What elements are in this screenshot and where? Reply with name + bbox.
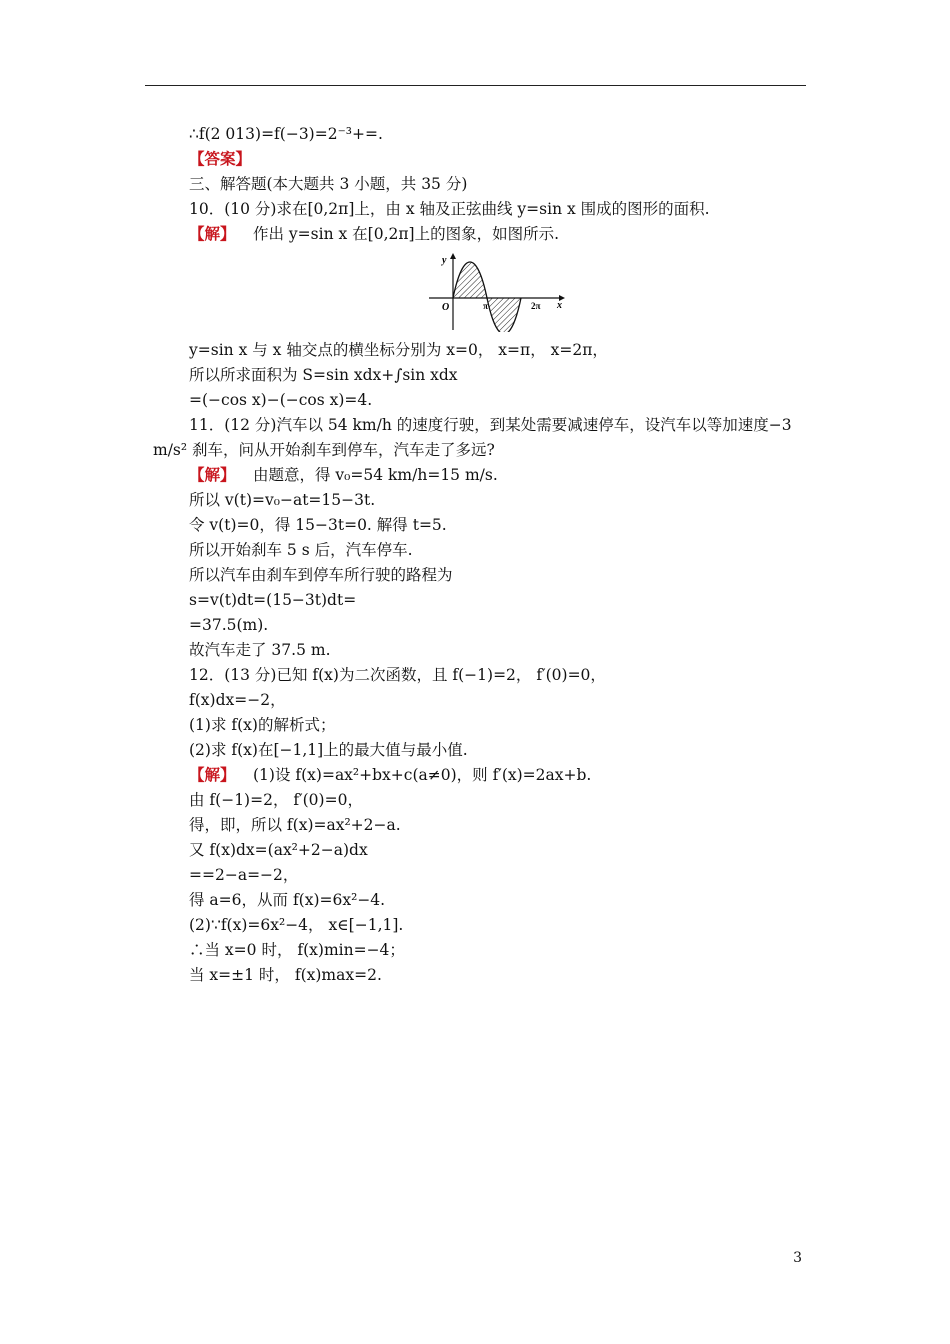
- line-19: =37.5(m).: [189, 616, 269, 634]
- line-22: f(x)dx=−2，: [189, 691, 286, 709]
- line-33: ∴当 x=0 时， f(x)min=−4；: [189, 941, 405, 959]
- problem-11-cont: m/s² 刹车，问从开始刹车到停车，汽车走了多远?: [153, 441, 495, 459]
- line-28: 得，即，所以 f(x)=ax²+2−a.: [189, 816, 401, 834]
- line-26: (1)设 f(x)=ax²+bx+c(a≠0)，则 f′(x)=2ax+b.: [253, 766, 592, 784]
- line-9: =(−cos x)−(−cos x)=4.: [189, 391, 373, 409]
- solution-label: 【解】: [189, 765, 236, 784]
- line-14: 所以 v(t)=v₀−at=15−3t.: [189, 491, 376, 509]
- two-pi-label: 2π: [531, 301, 541, 311]
- line-30: ==2−a=−2，: [189, 866, 299, 884]
- line-18: s=v(t)dt=(15−3t)dt=: [189, 591, 357, 609]
- solution-label: 【解】: [189, 465, 236, 484]
- pi-label: π: [483, 301, 488, 311]
- line-32: (2)∵f(x)=6x²−4， x∈[−1,1].: [189, 916, 404, 934]
- header-rule: [145, 85, 806, 86]
- line-13: 由题意，得 v₀=54 km/h=15 m/s.: [253, 466, 498, 484]
- line-1: ∴f(2 013)=f(−3)=2⁻³+=.: [189, 125, 383, 143]
- x-axis-label: x: [557, 300, 562, 311]
- answer-label: 【答案】: [189, 149, 252, 168]
- problem-11: 11．(12 分)汽车以 54 km/h 的速度行驶，到某处需要减速停车，设汽车以等加速度−3: [189, 416, 792, 434]
- line-27: 由 f(−1)=2， f′(0)=0，: [189, 791, 363, 809]
- page-number: 3: [793, 1250, 802, 1266]
- origin-label: O: [442, 302, 450, 313]
- line-34: 当 x=±1 时， f(x)max=2.: [189, 966, 382, 984]
- line-17: 所以汽车由刹车到停车所行驶的路程为: [189, 566, 453, 584]
- line-15: 令 v(t)=0，得 15−3t=0. 解得 t=5.: [189, 516, 447, 534]
- line-16: 所以开始刹车 5 s 后，汽车停车.: [189, 541, 413, 559]
- line-24: (2)求 f(x)在[−1,1]上的最大值与最小值.: [189, 741, 468, 759]
- line-6: 作出 y=sin x 在[0,2π]上的图象，如图所示.: [253, 225, 560, 243]
- line-8: 所以所求面积为 S=sin xdx+∫sin xdx: [189, 366, 458, 384]
- solution-label: 【解】: [189, 224, 236, 243]
- line-20: 故汽车走了 37.5 m.: [189, 641, 331, 659]
- line-29: 又 f(x)dx=(ax²+2−a)dx: [189, 841, 368, 859]
- y-axis-label: y: [442, 255, 447, 266]
- section-heading: 三、解答题(本大题共 3 小题，共 35 分): [189, 175, 468, 193]
- sine-graph: [425, 252, 565, 332]
- line-7: y=sin x 与 x 轴交点的横坐标分别为 x=0， x=π， x=2π，: [189, 341, 608, 359]
- problem-12: 12．(13 分)已知 f(x)为二次函数，且 f(−1)=2， f′(0)=0，: [189, 666, 606, 684]
- line-23: (1)求 f(x)的解析式；: [189, 716, 336, 734]
- problem-10: 10．(10 分)求在[0,2π]上，由 x 轴及正弦曲线 y=sin x 围成的图形的面积.: [189, 200, 710, 218]
- line-31: 得 a=6，从而 f(x)=6x²−4.: [189, 891, 386, 909]
